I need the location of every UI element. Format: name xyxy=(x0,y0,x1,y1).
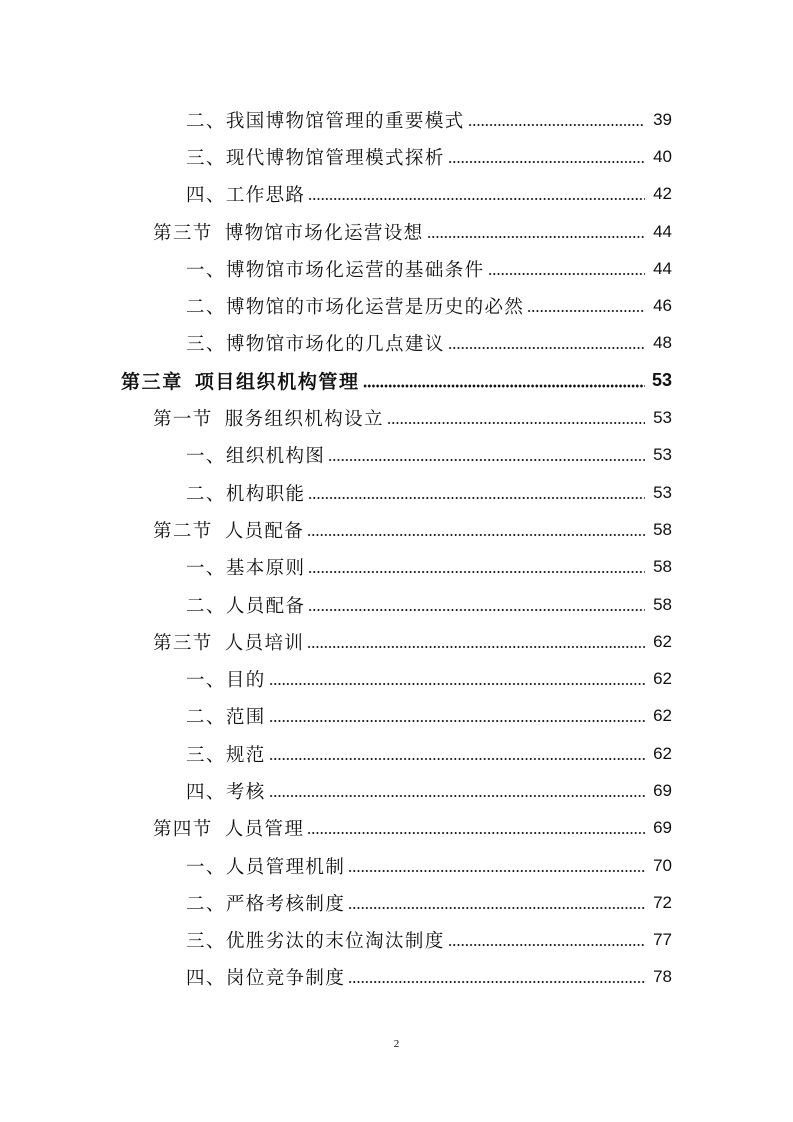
toc-entry-prefix: 第二节 xyxy=(153,520,213,542)
toc-entry-page-number: 62 xyxy=(653,631,672,651)
toc-entry-prefix: 第一节 xyxy=(153,409,213,431)
toc-entry-page-number: 40 xyxy=(653,146,672,166)
toc-subsection-entry[interactable] xyxy=(0,847,793,884)
toc-entry-page-number: 44 xyxy=(653,221,672,241)
dot-leader xyxy=(307,633,645,651)
toc-entry-prefix: 三、 xyxy=(186,744,226,766)
toc-subsection-entry[interactable] xyxy=(0,549,793,586)
dot-leader xyxy=(427,223,645,241)
toc-entry-label xyxy=(186,890,345,916)
toc-entry-page-number: 44 xyxy=(653,258,672,278)
dot-leader xyxy=(448,148,645,166)
dot-leader xyxy=(308,185,645,203)
toc-entry-prefix: 一、 xyxy=(186,558,226,580)
toc-entry-prefix: 一、 xyxy=(186,259,226,281)
toc-subsection-entry[interactable] xyxy=(0,138,793,175)
toc-chapter-entry[interactable] xyxy=(0,362,793,399)
toc-entry-title: 机构职能 xyxy=(225,483,306,505)
dot-leader xyxy=(307,521,645,539)
toc-section-entry[interactable] xyxy=(0,511,793,548)
dot-leader xyxy=(348,968,645,986)
toc-entry-page-number: 58 xyxy=(653,519,672,539)
dot-leader xyxy=(269,707,645,725)
toc-entry-prefix: 四、 xyxy=(186,968,226,990)
dot-leader xyxy=(307,819,645,837)
toc-entry-label xyxy=(186,144,445,170)
toc-entry-label xyxy=(186,592,305,618)
toc-entry-prefix: 二、 xyxy=(186,483,226,505)
toc-subsection-entry[interactable] xyxy=(0,325,793,362)
toc-subsection-entry[interactable] xyxy=(0,250,793,287)
toc-entry-prefix: 二、 xyxy=(186,297,226,319)
toc-entry-title: 组织机构图 xyxy=(225,446,326,468)
dot-leader xyxy=(308,596,645,614)
toc-entry-title: 人员配备 xyxy=(225,595,306,617)
toc-entry-prefix: 第三节 xyxy=(153,222,213,244)
toc-entry-page-number: 42 xyxy=(653,184,672,204)
dot-leader xyxy=(269,745,645,763)
toc-entry-page-number: 62 xyxy=(653,669,672,689)
dot-leader xyxy=(387,409,645,427)
dot-leader xyxy=(488,260,645,278)
toc-entry-title: 目的 xyxy=(225,670,266,692)
toc-entry-label xyxy=(153,517,304,543)
toc-entry-page-number: 77 xyxy=(653,930,672,950)
toc-entry-label xyxy=(186,330,445,356)
toc-entry-page-number: 62 xyxy=(653,706,672,726)
toc-subsection-entry[interactable] xyxy=(0,959,793,996)
toc-entry-prefix: 三、 xyxy=(186,334,226,356)
toc-subsection-entry[interactable] xyxy=(0,474,793,511)
dot-leader xyxy=(527,297,645,315)
toc-entry-title: 人员培训 xyxy=(224,632,305,654)
toc-entry-label xyxy=(153,405,384,431)
toc-entry-title: 严格考核制度 xyxy=(225,893,346,915)
toc-entry-label xyxy=(186,181,305,207)
toc-entry-label xyxy=(186,256,485,282)
toc-entry-title: 基本原则 xyxy=(225,558,306,580)
toc-entry-page-number: 58 xyxy=(653,594,672,614)
toc-entry-prefix: 一、 xyxy=(186,856,226,878)
toc-entry-title: 范围 xyxy=(225,707,266,729)
toc-entry-page-number: 69 xyxy=(653,818,672,838)
dot-leader xyxy=(348,857,645,875)
toc-entry-label xyxy=(186,442,325,468)
dot-leader xyxy=(448,334,645,352)
toc-entry-title: 工作思路 xyxy=(225,185,306,207)
toc-entry-label xyxy=(186,554,305,580)
toc-entry-page-number: 70 xyxy=(653,855,672,875)
toc-entry-title: 优胜劣汰的末位淘汰制度 xyxy=(225,931,445,953)
dot-leader xyxy=(269,670,645,688)
dot-leader xyxy=(308,484,645,502)
toc-entry-prefix: 二、 xyxy=(186,893,226,915)
table-of-contents xyxy=(0,101,793,996)
toc-entry-label xyxy=(186,853,345,879)
toc-entry-prefix: 一、 xyxy=(186,670,226,692)
toc-entry-title: 服务组织机构设立 xyxy=(224,409,384,431)
toc-entry-page-number: 69 xyxy=(653,780,672,800)
toc-entry-prefix: 二、 xyxy=(186,595,226,617)
toc-entry-prefix: 第三章 xyxy=(121,371,183,394)
toc-subsection-entry[interactable] xyxy=(0,287,793,324)
toc-entry-title: 岗位竞争制度 xyxy=(225,968,346,990)
toc-entry-title: 博物馆的市场化运营是历史的必然 xyxy=(225,297,525,319)
toc-entry-label xyxy=(186,666,266,692)
toc-section-entry[interactable] xyxy=(0,399,793,436)
dot-leader xyxy=(448,931,645,949)
toc-entry-title: 人员管理 xyxy=(224,819,305,841)
toc-entry-label xyxy=(153,219,424,245)
toc-entry-title: 规范 xyxy=(225,744,266,766)
toc-entry-page-number: 53 xyxy=(653,445,672,465)
toc-subsection-entry[interactable] xyxy=(0,735,793,772)
toc-entry-prefix: 四、 xyxy=(186,781,226,803)
dot-leader xyxy=(269,782,645,800)
toc-entry-page-number: 58 xyxy=(653,557,672,577)
toc-subsection-entry[interactable] xyxy=(0,101,793,138)
toc-entry-prefix: 第四节 xyxy=(153,819,213,841)
toc-subsection-entry[interactable] xyxy=(0,437,793,474)
toc-entry-label xyxy=(186,107,465,133)
toc-entry-page-number: 48 xyxy=(653,333,672,353)
toc-entry-label xyxy=(186,927,445,953)
toc-section-entry[interactable] xyxy=(0,213,793,250)
toc-entry-prefix: 二、 xyxy=(186,707,226,729)
toc-entry-prefix: 一、 xyxy=(186,446,226,468)
toc-entry-page-number: 53 xyxy=(653,482,672,502)
toc-section-entry[interactable] xyxy=(0,623,793,660)
toc-entry-page-number: 46 xyxy=(653,296,672,316)
toc-entry-label xyxy=(186,741,266,767)
toc-entry-label xyxy=(153,815,304,841)
toc-subsection-entry[interactable] xyxy=(0,660,793,697)
toc-entry-label xyxy=(186,703,266,729)
toc-entry-label xyxy=(186,778,266,804)
toc-entry-title: 博物馆市场化的几点建议 xyxy=(225,334,445,356)
toc-subsection-entry[interactable] xyxy=(0,884,793,921)
dot-leader xyxy=(468,111,645,129)
toc-entry-title: 项目组织机构管理 xyxy=(194,371,360,394)
toc-entry-title: 人员管理机制 xyxy=(225,856,346,878)
toc-subsection-entry[interactable] xyxy=(0,698,793,735)
toc-entry-label xyxy=(186,964,345,990)
page-number: 2 xyxy=(393,1038,400,1050)
toc-section-entry[interactable] xyxy=(0,810,793,847)
toc-entry-title: 博物馆市场化运营的基础条件 xyxy=(225,259,485,281)
dot-leader xyxy=(363,372,645,390)
toc-entry-prefix: 二、 xyxy=(186,110,226,132)
toc-entry-title: 现代博物馆管理模式探析 xyxy=(225,147,445,169)
toc-subsection-entry[interactable] xyxy=(0,772,793,809)
toc-entry-page-number: 53 xyxy=(651,370,672,391)
toc-entry-prefix: 四、 xyxy=(186,185,226,207)
toc-entry-page-number: 78 xyxy=(653,967,672,987)
dot-leader xyxy=(328,446,645,464)
dot-leader xyxy=(348,894,645,912)
toc-subsection-entry[interactable] xyxy=(0,176,793,213)
toc-entry-prefix: 第三节 xyxy=(153,632,213,654)
toc-entry-page-number: 39 xyxy=(653,109,672,129)
toc-entry-prefix: 三、 xyxy=(186,931,226,953)
toc-entry-label xyxy=(153,629,304,655)
toc-subsection-entry[interactable] xyxy=(0,586,793,623)
toc-entry-title: 人员配备 xyxy=(224,520,305,542)
dot-leader xyxy=(308,558,645,576)
toc-subsection-entry[interactable] xyxy=(0,922,793,959)
toc-entry-page-number: 53 xyxy=(653,408,672,428)
toc-entry-label xyxy=(186,480,305,506)
toc-entry-title: 博物馆市场化运营设想 xyxy=(224,222,424,244)
toc-entry-title: 考核 xyxy=(225,781,266,803)
toc-entry-label xyxy=(186,293,524,319)
toc-entry-page-number: 72 xyxy=(653,892,672,912)
toc-entry-title: 我国博物馆管理的重要模式 xyxy=(225,110,465,132)
toc-entry-label xyxy=(121,367,360,394)
toc-entry-page-number: 62 xyxy=(653,743,672,763)
toc-entry-prefix: 三、 xyxy=(186,147,226,169)
